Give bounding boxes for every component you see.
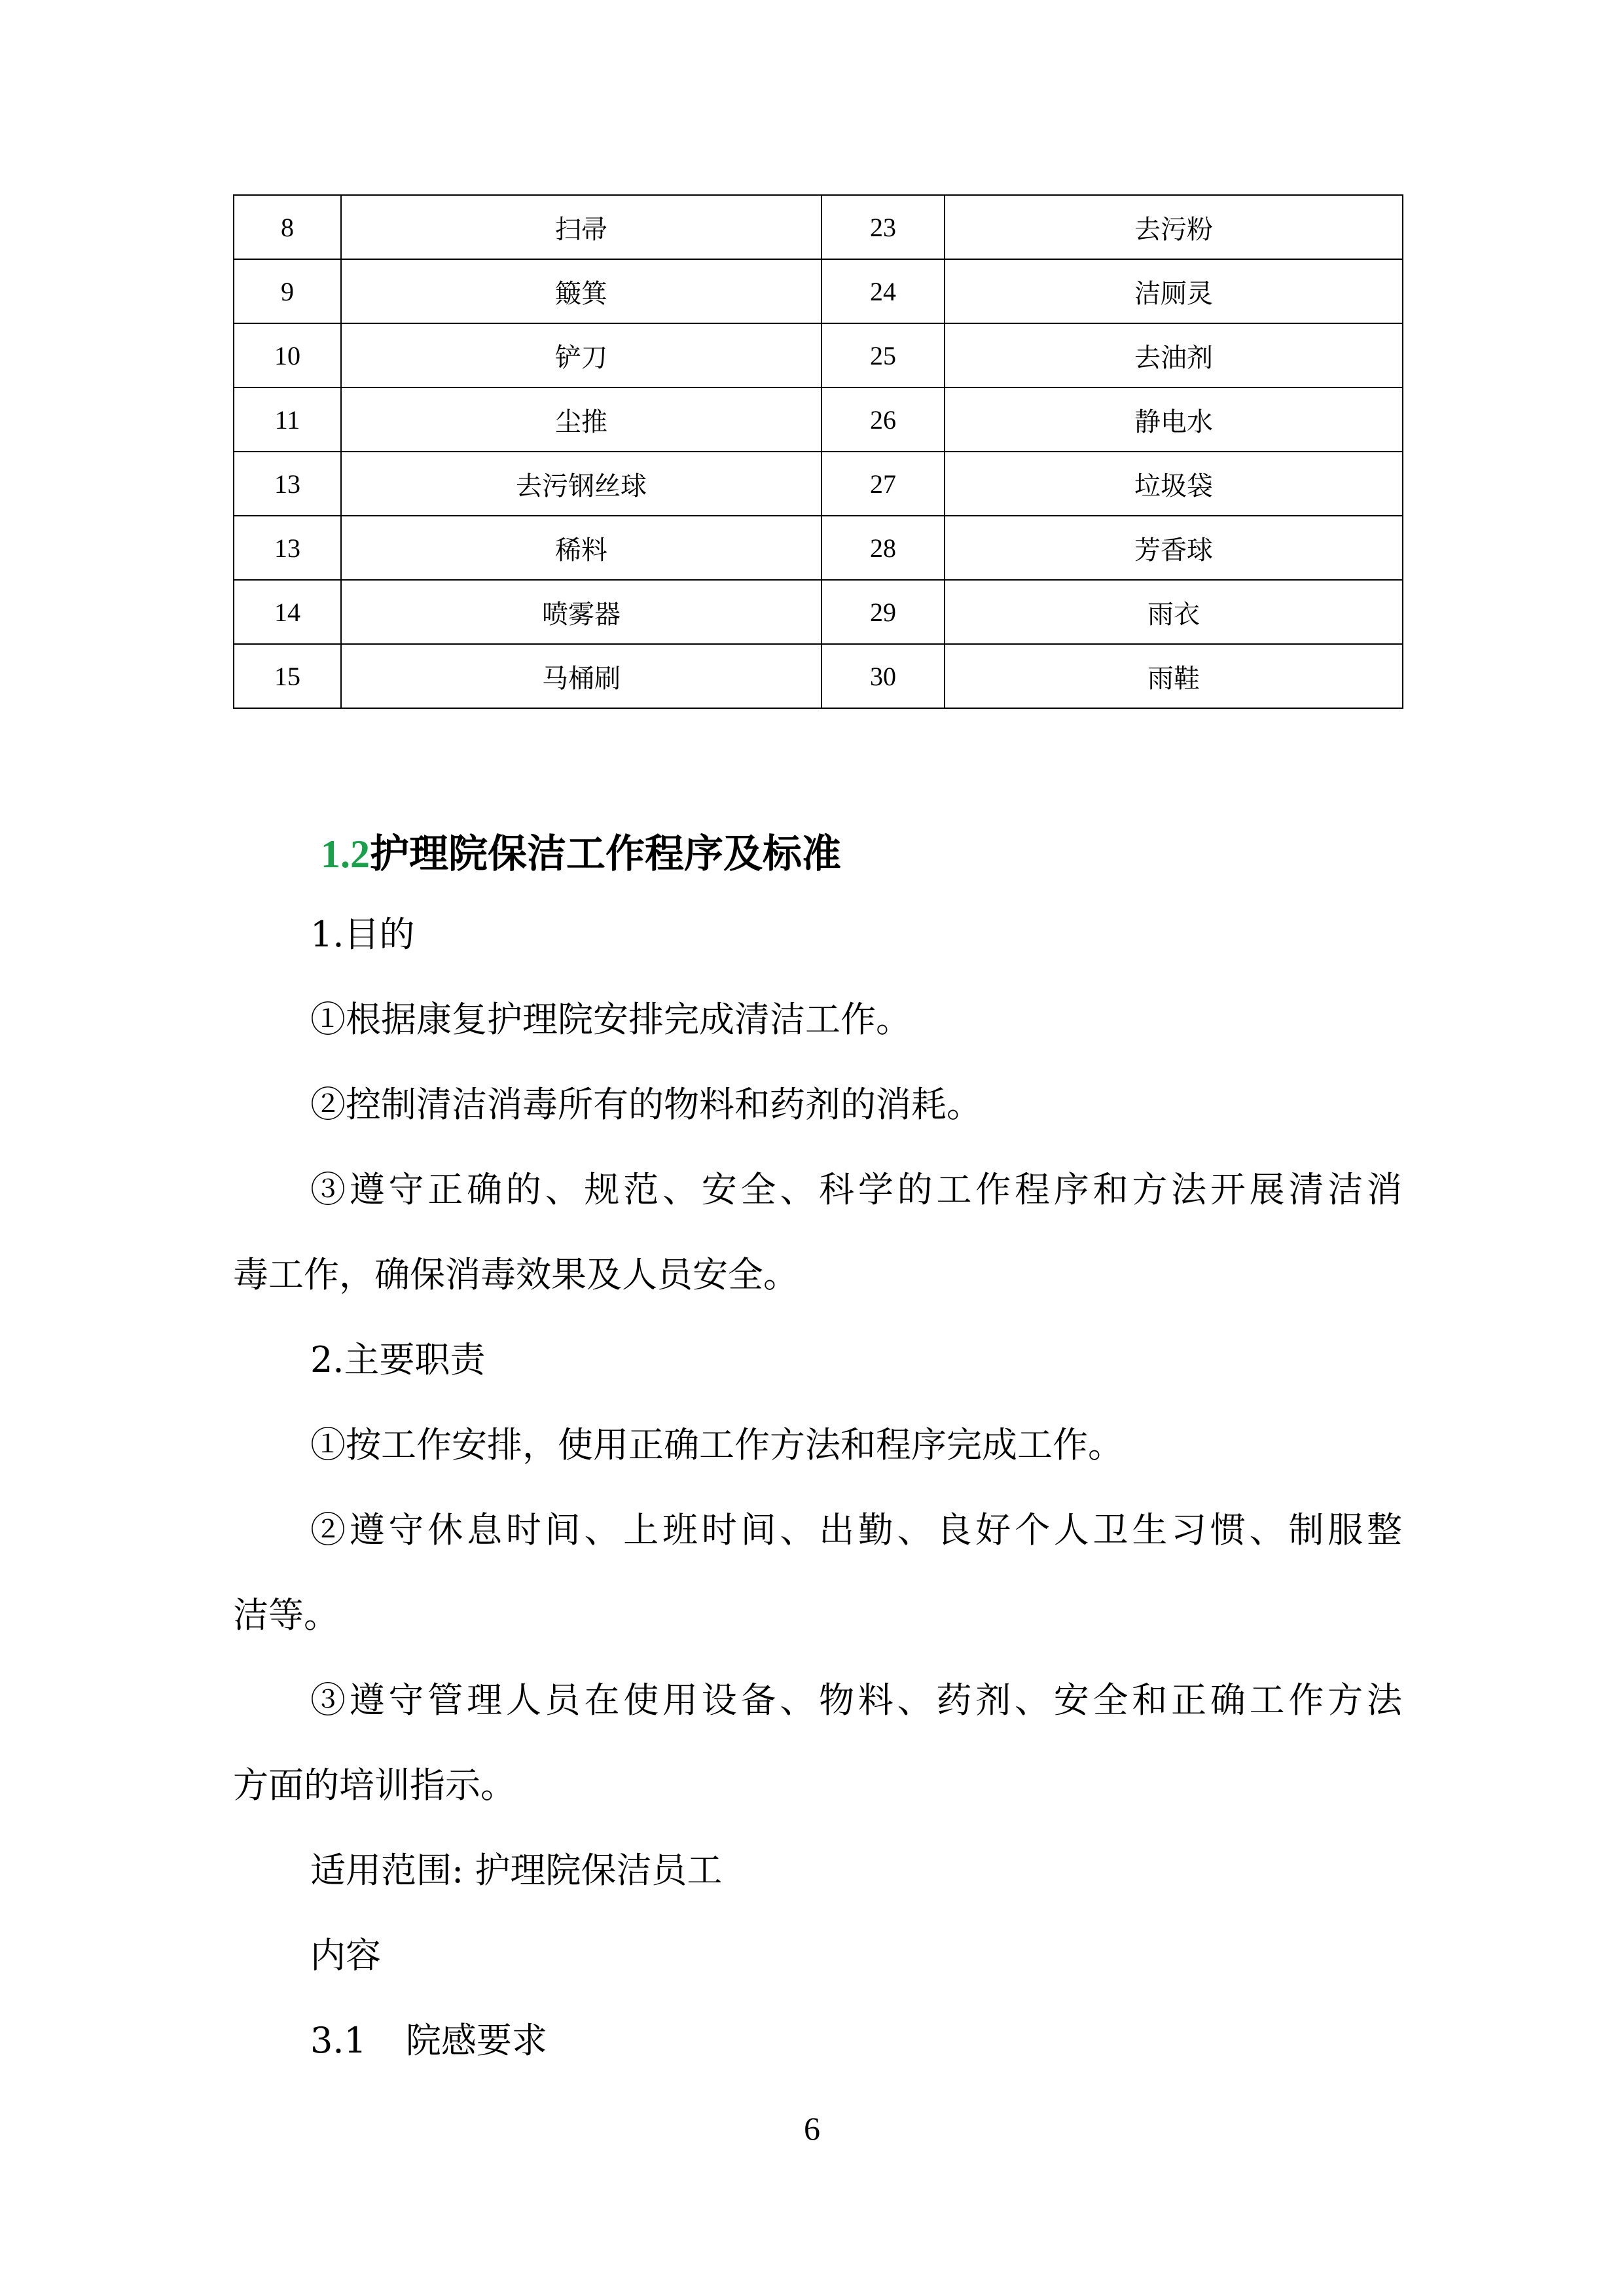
section-heading	[321, 821, 841, 887]
purpose-item-1: ①根据康复护理院安排完成清洁工作。	[310, 999, 911, 1040]
item-number: 13	[234, 452, 341, 516]
item-name: 马桶刷	[341, 644, 821, 708]
item-name: 喷雾器	[341, 580, 821, 644]
item-name: 垃圾袋	[945, 452, 1403, 516]
duty-item-2-line-1: ②遵守休息时间、上班时间、出勤、良好个人卫生习惯、制服整	[310, 1509, 1402, 1551]
item-name: 芳香球	[945, 516, 1403, 580]
table-row	[234, 195, 1403, 259]
item-name: 尘推	[341, 387, 821, 452]
item-number: 9	[234, 259, 341, 323]
duty-item-2-line-2: 洁等。	[233, 1594, 339, 1636]
item-number: 8	[234, 195, 341, 259]
duty-item-1: ①按工作安排，使用正确工作方法和程序完成工作。	[310, 1424, 1123, 1465]
section-number: 1.2	[321, 833, 370, 876]
item-number: 27	[821, 452, 945, 516]
table-row	[234, 516, 1403, 580]
section-title: 护理院保洁工作程序及标准	[370, 831, 841, 877]
item-number: 24	[821, 259, 945, 323]
item-name: 铲刀	[341, 323, 821, 387]
duties-heading: 2.主要职责	[310, 1339, 486, 1380]
purpose-item-2: ②控制清洁消毒所有的物料和药剂的消耗。	[310, 1084, 982, 1125]
item-number: 25	[821, 323, 945, 387]
item-name: 簸箕	[341, 259, 821, 323]
item-name: 去油剂	[945, 323, 1403, 387]
item-name: 去污钢丝球	[341, 452, 821, 516]
item-number: 10	[234, 323, 341, 387]
item-name: 去污粉	[945, 195, 1403, 259]
purpose-item-3-line-2: 毒工作，确保消毒效果及人员安全。	[233, 1254, 799, 1295]
item-name: 稀料	[341, 516, 821, 580]
item-name: 洁厕灵	[945, 259, 1403, 323]
table-row	[234, 452, 1403, 516]
item-name: 扫帚	[341, 195, 821, 259]
item-name: 静电水	[945, 387, 1403, 452]
purpose-item-3-line-1: ③遵守正确的、规范、安全、科学的工作程序和方法开展清洁消	[310, 1169, 1402, 1210]
duty-item-3-line-2: 方面的培训指示。	[233, 1765, 516, 1806]
item-number: 28	[821, 516, 945, 580]
item-number: 26	[821, 387, 945, 452]
supplies-table-body	[234, 195, 1403, 708]
item-name: 雨衣	[945, 580, 1403, 644]
item-name: 雨鞋	[945, 644, 1403, 708]
table-row	[234, 644, 1403, 708]
item-number: 13	[234, 516, 341, 580]
content-heading: 内容	[310, 1935, 381, 1976]
duty-item-3-line-1: ③遵守管理人员在使用设备、物料、药剂、安全和正确工作方法	[310, 1679, 1402, 1721]
supplies-table	[233, 194, 1403, 709]
item-number: 14	[234, 580, 341, 644]
page-number: 6	[804, 2110, 820, 2147]
item-number: 23	[821, 195, 945, 259]
item-number: 15	[234, 644, 341, 708]
purpose-heading: 1.目的	[310, 914, 415, 955]
subsection-number: 3.1	[310, 2020, 367, 2061]
table-row	[234, 323, 1403, 387]
table-row	[234, 580, 1403, 644]
item-number: 29	[821, 580, 945, 644]
subsection-title: 院感要求	[405, 2020, 547, 2061]
item-number: 30	[821, 644, 945, 708]
scope-line: 适用范围: 护理院保洁员工	[310, 1850, 723, 1891]
table-row	[234, 387, 1403, 452]
subsection-heading	[310, 2015, 547, 2067]
item-number: 11	[234, 387, 341, 452]
table-row	[234, 259, 1403, 323]
